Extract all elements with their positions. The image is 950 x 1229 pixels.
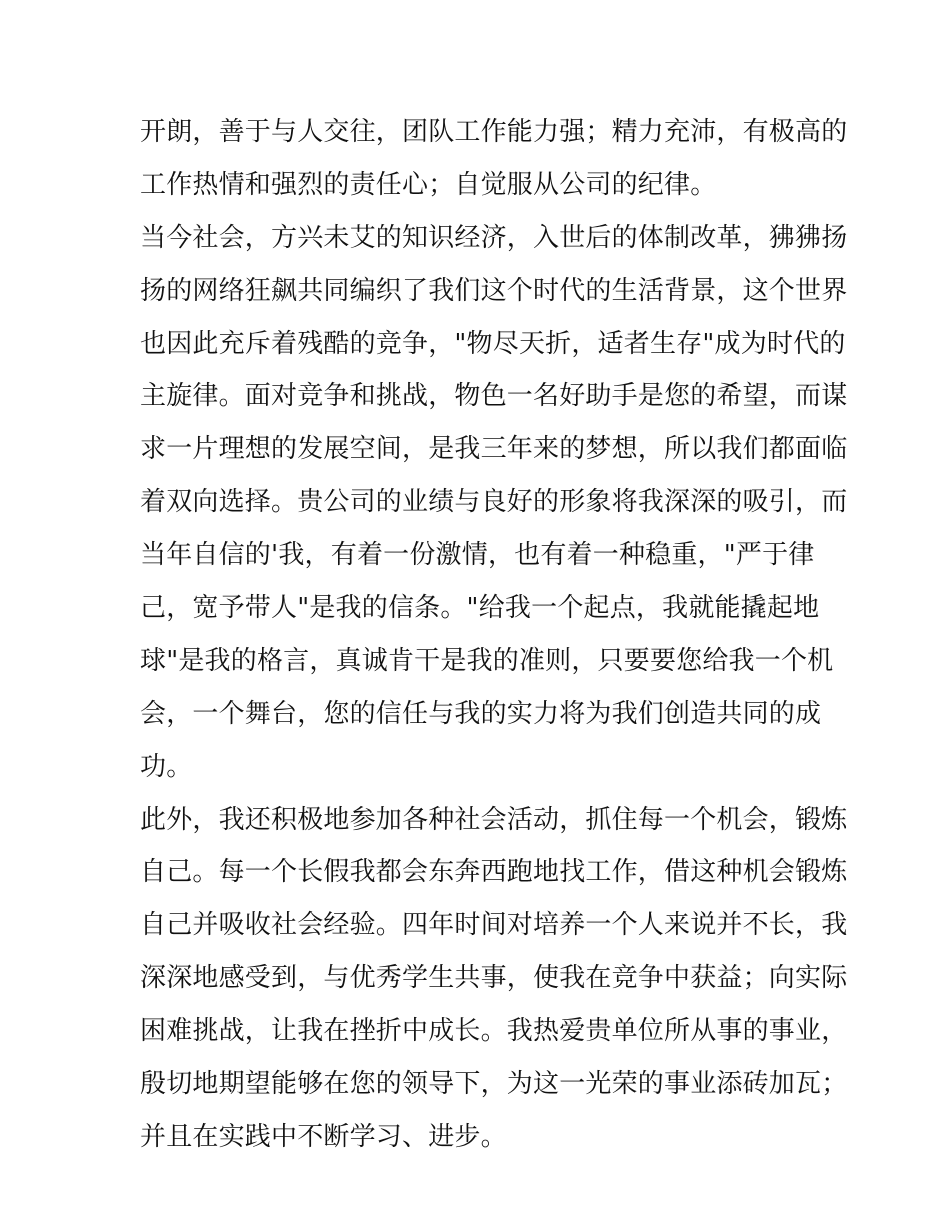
text-line: 也因此充斥着残酷的竞争，"物尽天折，适者生存"成为时代的 — [140, 328, 846, 359]
text-line: 开朗，善于与人交往，团队工作能力强；精力充沛，有极高的 — [140, 117, 848, 147]
text-line: 己，宽予带人"是我的信条。"给我一个起点，我就能撬起地 — [140, 593, 820, 624]
text-line: 自己并吸收社会经验。四年时间对培养一个人来说并不长，我 — [140, 910, 848, 941]
text-line: 球"是我的格言，真诚肯干是我的准则，只要要您给我一个机 — [140, 645, 834, 676]
text-line: 功。 — [140, 751, 193, 782]
text-line: 工作热情和强烈的责任心；自觉服从公司的纪律。 — [140, 169, 717, 200]
text-line: 并且在实践中不断学习、进步。 — [140, 1121, 507, 1152]
text-line: 此外，我还积极地参加各种社会活动，抓住每一个机会，锻炼 — [140, 804, 848, 835]
text-line: 会，一个舞台，您的信任与我的实力将为我们创造共同的成 — [140, 698, 822, 729]
body-text — [140, 106, 848, 1164]
text-line: 主旋律。面对竞争和挑战，物色一名好助手是您的希望，而谋 — [140, 381, 848, 412]
text-line: 扬的网络狂飙共同编织了我们这个时代的生活背景，这个世界 — [140, 275, 848, 306]
text-line: 困难挑战，让我在挫折中成长。我热爱贵单位所从事的事业， — [140, 1016, 848, 1047]
text-line: 深深地感受到，与优秀学生共事，使我在竞争中获益；向实际 — [140, 963, 848, 994]
text-line: 着双向选择。贵公司的业绩与良好的形象将我深深的吸引，而 — [140, 487, 848, 518]
text-line: 当年自信的'我，有着一份激情，也有着一种稳重，"严于律 — [140, 540, 815, 571]
text-line: 当今社会，方兴未艾的知识经济，入世后的体制改革，狒狒扬 — [140, 222, 848, 253]
text-line: 殷切地期望能够在您的领导下，为这一光荣的事业添砖加瓦； — [140, 1069, 848, 1100]
text-line: 自己。每一个长假我都会东奔西跑地找工作，借这种机会锻炼 — [140, 857, 848, 888]
text-line: 求一片理想的发展空间，是我三年来的梦想，所以我们都面临 — [140, 434, 848, 465]
